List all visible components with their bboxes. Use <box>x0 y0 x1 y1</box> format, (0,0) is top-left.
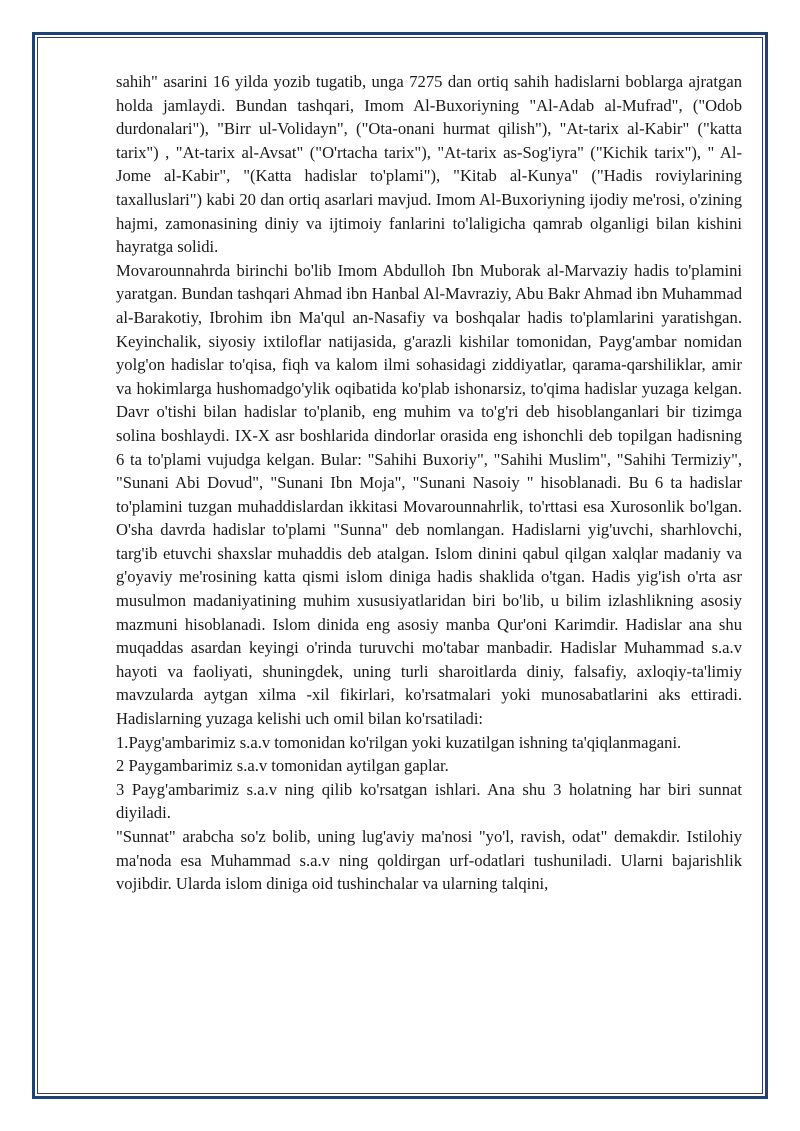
document-body <box>116 70 742 896</box>
paragraph-hadis-collections: Movarounnahrda birinchi bo'lib Imom Abdulloh Ibn Muborak al-Marvaziy hadis to'plamini yaratgan. Bundan tashqari Ahmad ibn Hanbal Al-Mavraziy, Abu Bakr Ahmad ibn Muhammad al-Barakotiy, Ibrohim ibn Ma'qul an-Nasafiy va boshqalar hadis to'plamlarini yaratishgan. Keyinchalik, siyosiy ixtiloflar natijasida, g'arazli kishilar tomonidan, Payg'ambar nomidan yolg'on hadislar to'qisa, fiqh va kalom ilmi sohasidagi ziddiyatlar, qarama-qarshiliklar, amir va hokimlarga hushomadgo'ylik oqibatida ko'plab ishonarsiz, to'qima hadislar yuzaga kelgan. Davr o'tishi bilan hadislar to'planib, eng muhim va to'g'ri deb hisoblanganlari bir tizimga solina boshlaydi. IX-X asr boshlarida dindorlar orasida eng ishonchli deb topilgan hadisning 6 ta to'plami vujudga kelgan. Bular: "Sahihi Buxoriy", "Sahihi Muslim", "Sahihi Termiziy", "Sunani Abi Dovud", "Sunani Ibn Moja", "Sunani Nasoiy " hisoblanadi. Bu 6 ta hadislar to'plamini tuzgan muhaddislardan ikkitasi Movarounnahrlik, to'rttasi esa Xurosonlik bo'lgan. O'sha davrda hadislar to'plami "Sunna" deb nomlangan. Hadislarni yig'uvchi, sharhlovchi, targ'ib etuvchi shaxslar muhaddis deb atalgan. Islom dinini qabul qilgan xalqlar madaniy va g'oyaviy me'rosining katta qismi islom diniga hadis shaklida o'tgan. Hadis yig'ish o'rta asr musulmon madaniyatining muhim xususiyatlaridan biri bo'lib, u bilim izlashlikning asosiy mazmuni hisoblanadi. Islom dinida eng asosiy manba Qur'oni Karimdir. Hadislar ana shu muqaddas asardan keyingi o'rinda turuvchi mo'tabar manbadir. Hadislar Muhammad s.a.v hayoti va faoliyati, shuningdek, uning turli sharoitlarda diniy, falsafiy, axloqiy-ta'limiy mavzularda aytgan xilma -xil fikirlari, ko'rsatmalari yoki munosabatlarini aks ettiradi. Hadislarning yuzaga kelishi uch omil bilan ko'rsatiladi: <box>116 260 742 729</box>
list-item-3: 3 Payg'ambarimiz s.a.v ning qilib ko'rsatgan ishlari. Ana shu 3 holatning har biri sunnat diyiladi. <box>116 779 742 823</box>
list-item-2: 2 Paygambarimiz s.a.v tomonidan aytilgan gaplar. <box>116 756 449 776</box>
paragraph-sunnat-definition: "Sunnat" arabcha so'z bolib, uning lug'aviy ma'nosi "yo'l, ravish, odat" demakdir. Istilohiy ma'noda esa Muhammad s.a.v ning qoldirgan urf-odatlari tushuniladi. Ularni bajarishlik vojibdir. Ularda islom diniga oid tushinchalar va ularning talqini, <box>116 827 742 894</box>
paragraph-buxoriy-works: sahih" asarini 16 yilda yozib tugatib, unga 7275 dan ortiq sahih hadislarni boblarga ajratgan holda jamlaydi. Bundan tashqari, Imom Al-Buxoriyning "Al-Adab al-Mufrad", ("Odob durdonalari"), "Birr ul-Volidayn", ("Ota-onani hurmat qilish"), "At-tarix al-Kabir" ("katta tarix") , "At-tarix al-Avsat" ("O'rtacha tarix"), "At-tarix as-Sog'iyra" ("Kichik tarix"), " Al-Jome al-Kabir", "(Katta hadislar to'plami"), "Kitab al-Kunya" ("Hadis roviylarining taxalluslari") kabi 20 dan ortiq asarlari mavjud. Imom Al-Buxoriyning ijodiy me'rosi, o'zining hajmi, zamonasining diniy va ijtimoiy fanlarini to'laligicha qamrab olganligi bilan kishini hayratga solidi. <box>116 72 742 257</box>
list-item-1: 1.Payg'ambarimiz s.a.v tomonidan ko'rilgan yoki kuzatilgan ishning ta'qiqlanmagani. <box>116 732 682 752</box>
